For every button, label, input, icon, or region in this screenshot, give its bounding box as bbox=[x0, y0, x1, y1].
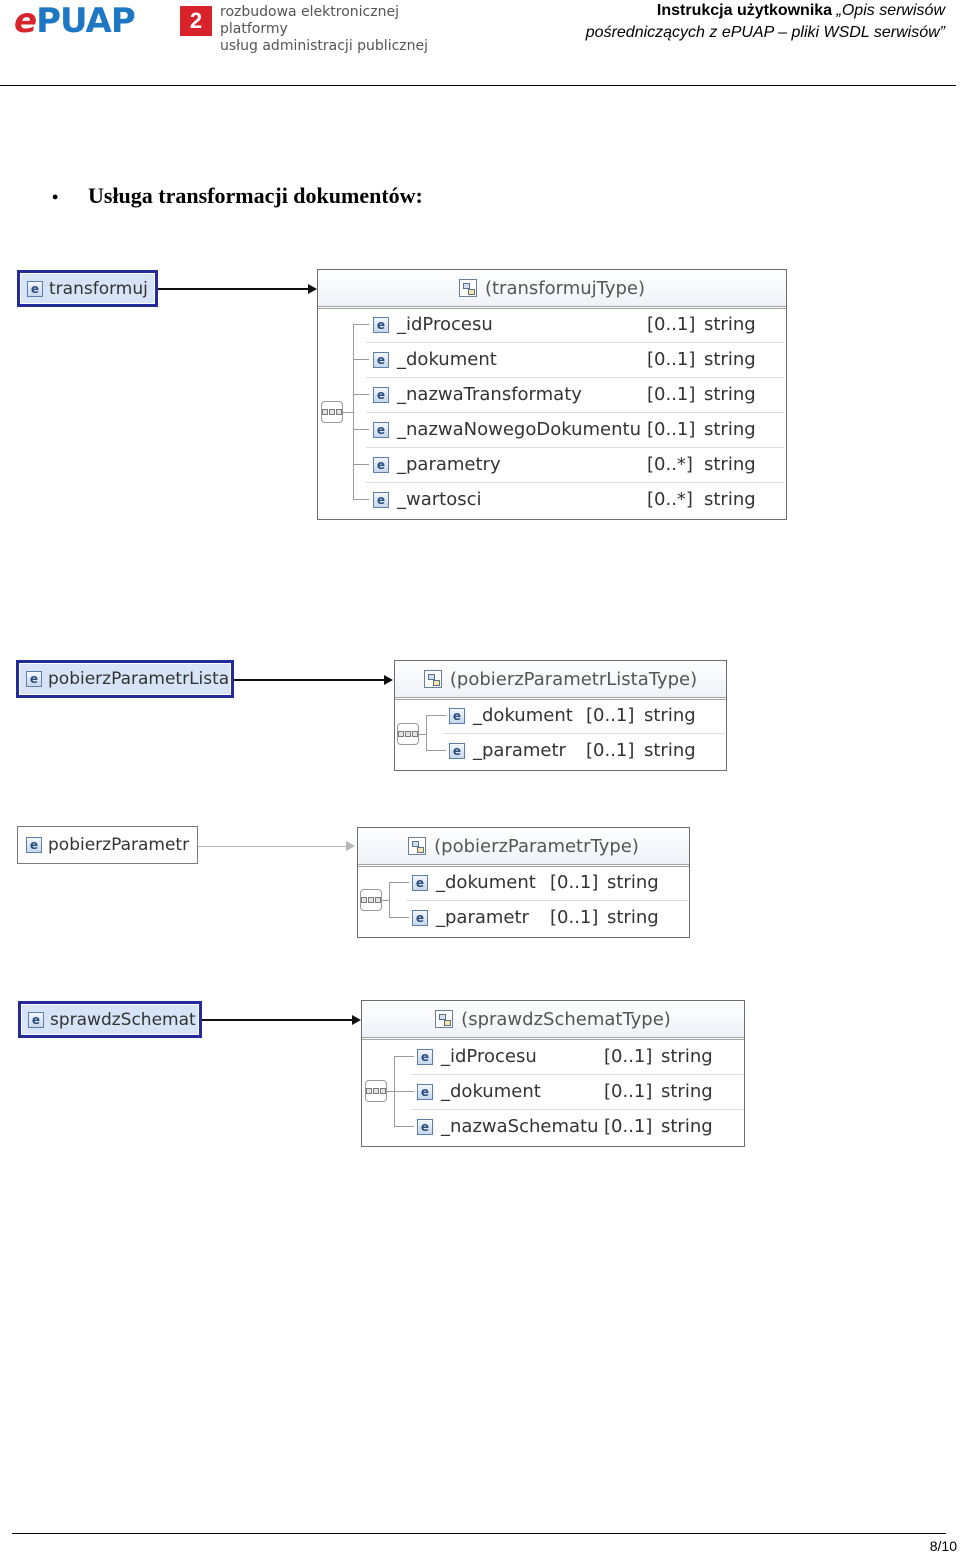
logo-wordmark: ePUAP bbox=[14, 1, 135, 41]
element-box[interactable] bbox=[17, 270, 158, 307]
tree-line bbox=[389, 882, 390, 917]
tree-branch bbox=[353, 394, 369, 395]
connector-arrow-icon bbox=[352, 1015, 361, 1025]
field-name: _parametr bbox=[473, 740, 566, 761]
connector-line bbox=[234, 679, 384, 681]
bullet-icon: • bbox=[52, 187, 59, 207]
element-name: pobierzParametrLista bbox=[48, 669, 230, 689]
field-type: string bbox=[644, 705, 696, 726]
complex-type-name: (transformujType) bbox=[484, 277, 646, 299]
field-name: _nazwaSchematu bbox=[441, 1116, 599, 1137]
sequence-compositor-icon[interactable] bbox=[365, 1080, 387, 1102]
field-cardinality: [0..1] bbox=[604, 1116, 653, 1137]
field-name: _nazwaTransformaty bbox=[397, 384, 582, 405]
field-type: string bbox=[704, 384, 756, 405]
tree-branch bbox=[353, 359, 369, 360]
sequence-compositor-icon[interactable] bbox=[360, 889, 382, 911]
field-name: _idProcesu bbox=[441, 1046, 537, 1067]
page-number: 8/10 bbox=[929, 1538, 957, 1554]
field-row[interactable] bbox=[417, 1109, 742, 1144]
element-e-icon: e bbox=[412, 875, 428, 891]
tree-branch bbox=[426, 750, 446, 751]
header-title-italic: „Opis serwisów bbox=[836, 2, 945, 19]
tree-line bbox=[343, 412, 353, 413]
element-e-icon: e bbox=[373, 352, 389, 368]
element-e-icon: e bbox=[373, 492, 389, 508]
field-cardinality: [0..1] bbox=[647, 419, 696, 440]
tree-branch bbox=[394, 1091, 414, 1092]
section-title: Usługa transformacji dokumentów: bbox=[88, 183, 423, 208]
field-type: string bbox=[607, 907, 659, 928]
element-e-icon: e bbox=[417, 1084, 433, 1100]
element-e-icon: e bbox=[373, 387, 389, 403]
field-name: _dokument bbox=[397, 349, 497, 370]
field-name: _dokument bbox=[436, 872, 536, 893]
tree-line bbox=[426, 715, 427, 750]
connector-line bbox=[198, 846, 346, 847]
complex-type-name: (sprawdzSchematType) bbox=[461, 1008, 671, 1030]
element-box[interactable] bbox=[17, 826, 198, 864]
field-row[interactable] bbox=[373, 412, 783, 447]
field-type: string bbox=[704, 454, 756, 475]
field-row[interactable] bbox=[412, 900, 687, 935]
sequence-compositor-icon[interactable] bbox=[321, 401, 343, 423]
field-cardinality: [0..1] bbox=[550, 872, 599, 893]
element-box[interactable] bbox=[18, 1001, 202, 1038]
connector-arrow-icon bbox=[384, 675, 393, 685]
tree-branch bbox=[353, 499, 369, 500]
tree-line bbox=[353, 324, 354, 500]
field-name: _dokument bbox=[441, 1081, 541, 1102]
complex-type-icon bbox=[424, 670, 442, 688]
logo-tagline-line2: usług administracji publicznej bbox=[220, 38, 429, 54]
tree-branch bbox=[426, 715, 446, 716]
field-cardinality: [0..1] bbox=[647, 349, 696, 370]
header-subtitle: pośredniczących z ePUAP – pliki WSDL serwisów” bbox=[585, 24, 945, 41]
tree-branch bbox=[394, 1126, 414, 1127]
tree-branch bbox=[389, 917, 409, 918]
complex-type-icon bbox=[459, 279, 477, 297]
field-type: string bbox=[661, 1116, 713, 1137]
logo-tagline bbox=[220, 4, 459, 55]
field-row[interactable] bbox=[412, 865, 687, 900]
connector-line bbox=[158, 288, 308, 290]
connector-line bbox=[202, 1019, 352, 1021]
field-type: string bbox=[704, 489, 756, 510]
field-cardinality: [0..1] bbox=[604, 1046, 653, 1067]
field-cardinality: [0..*] bbox=[647, 489, 693, 510]
connector-arrow-icon bbox=[346, 841, 355, 851]
field-type: string bbox=[607, 872, 659, 893]
field-cardinality: [0..1] bbox=[586, 740, 635, 761]
connector-arrow-icon bbox=[308, 284, 317, 294]
field-row[interactable] bbox=[449, 733, 724, 768]
field-cardinality: [0..*] bbox=[647, 454, 693, 475]
element-name: transformuj bbox=[49, 278, 148, 299]
field-cardinality: [0..1] bbox=[647, 314, 696, 335]
field-row[interactable] bbox=[449, 698, 724, 733]
field-row[interactable] bbox=[373, 447, 783, 482]
element-box[interactable] bbox=[16, 660, 234, 698]
field-name: _dokument bbox=[473, 705, 573, 726]
field-cardinality: [0..1] bbox=[550, 907, 599, 928]
field-row[interactable] bbox=[417, 1039, 742, 1074]
element-e-icon: e bbox=[26, 837, 42, 853]
epuap-logo bbox=[14, 1, 459, 54]
element-e-icon: e bbox=[412, 910, 428, 926]
tree-line bbox=[382, 900, 389, 901]
field-row[interactable] bbox=[373, 377, 783, 412]
field-type: string bbox=[704, 349, 756, 370]
field-row[interactable] bbox=[373, 342, 783, 377]
footer-divider bbox=[12, 1533, 946, 1534]
field-row[interactable] bbox=[373, 307, 783, 342]
element-e-icon: e bbox=[373, 457, 389, 473]
sequence-compositor-icon[interactable] bbox=[397, 723, 419, 745]
element-e-icon: e bbox=[449, 708, 465, 724]
logo-tagline-line1: rozbudowa elektronicznej platformy bbox=[220, 4, 399, 37]
field-type: string bbox=[704, 314, 756, 335]
field-type: string bbox=[644, 740, 696, 761]
field-name: _parametry bbox=[397, 454, 501, 475]
field-name: _wartosci bbox=[397, 489, 482, 510]
element-e-icon: e bbox=[28, 1012, 44, 1028]
field-name: _idProcesu bbox=[397, 314, 493, 335]
element-name: pobierzParametr bbox=[48, 835, 190, 855]
logo-number-badge: 2 bbox=[180, 6, 212, 36]
tree-branch bbox=[389, 882, 409, 883]
field-name: _parametr bbox=[436, 907, 529, 928]
header-divider bbox=[0, 85, 956, 86]
field-row[interactable] bbox=[417, 1074, 742, 1109]
field-cardinality: [0..1] bbox=[604, 1081, 653, 1102]
element-e-icon: e bbox=[417, 1119, 433, 1135]
tree-branch bbox=[394, 1056, 414, 1057]
field-row[interactable] bbox=[373, 482, 783, 517]
document-header bbox=[586, 0, 945, 44]
field-name: _nazwaNowegoDokumentu bbox=[397, 419, 641, 440]
tree-line bbox=[387, 1091, 394, 1092]
complex-type-name: (pobierzParametrType) bbox=[434, 835, 639, 857]
section-heading bbox=[52, 183, 423, 209]
field-type: string bbox=[661, 1081, 713, 1102]
element-e-icon: e bbox=[26, 671, 42, 687]
element-e-icon: e bbox=[449, 743, 465, 759]
tree-branch bbox=[353, 429, 369, 430]
header-title: Instrukcja użytkownika bbox=[656, 2, 833, 19]
tree-branch bbox=[353, 464, 369, 465]
field-type: string bbox=[661, 1046, 713, 1067]
element-e-icon: e bbox=[27, 281, 43, 297]
element-name: sprawdzSchemat bbox=[50, 1009, 196, 1030]
field-type: string bbox=[704, 419, 756, 440]
complex-type-name: (pobierzParametrListaType) bbox=[449, 668, 698, 690]
tree-branch bbox=[353, 324, 369, 325]
field-cardinality: [0..1] bbox=[647, 384, 696, 405]
element-e-icon: e bbox=[373, 422, 389, 438]
element-e-icon: e bbox=[373, 317, 389, 333]
element-e-icon: e bbox=[417, 1049, 433, 1065]
tree-line bbox=[419, 734, 426, 735]
complex-type-icon bbox=[435, 1010, 453, 1028]
complex-type-icon bbox=[408, 837, 426, 855]
field-cardinality: [0..1] bbox=[586, 705, 635, 726]
